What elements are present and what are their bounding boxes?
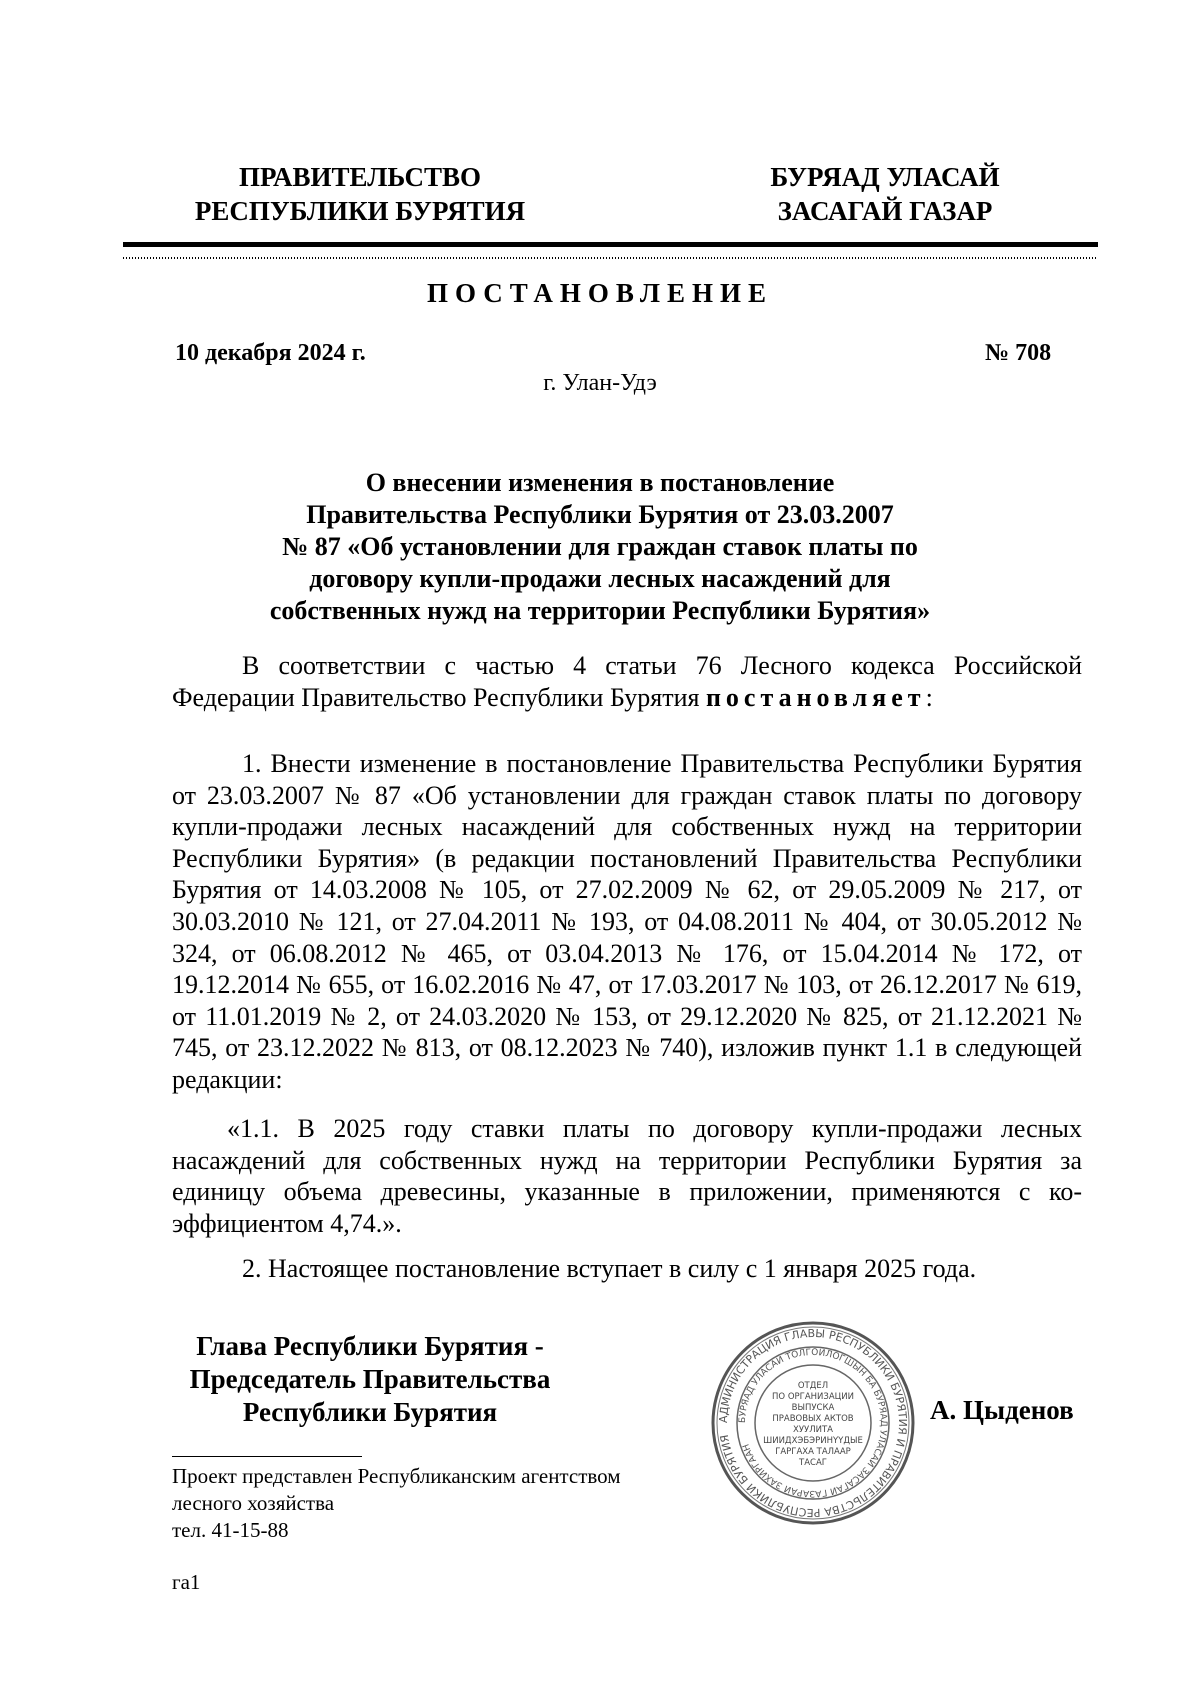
- footnote: [172, 1463, 621, 1544]
- title-line: собственных нужд на территории Республики Бурятия»: [269, 596, 931, 625]
- seal-center-line: ШИИДХЭБЭРИНҮҮДЫЕ: [763, 1436, 863, 1446]
- seal-center-line: ПРАВОВЫХ АКТОВ: [772, 1414, 854, 1424]
- footnote-line3: тел. 41-15-88: [172, 1518, 289, 1542]
- signatory-title-line2: Председатель Правительства: [189, 1364, 551, 1394]
- seal-center-line: ХУУЛИТА: [793, 1425, 833, 1435]
- seal-center-line: ВЫПУСКА: [791, 1403, 835, 1413]
- header-left: [160, 160, 560, 228]
- header-divider-thin: [123, 257, 1098, 259]
- header-left-line1: ПРАВИТЕЛЬСТВО: [238, 162, 482, 192]
- document-date: 10 декабря 2024 г.: [175, 340, 366, 366]
- signatory-name: А. Цыденов: [930, 1395, 1074, 1425]
- seal-center-line: ГАРГАХА ТАЛААР: [775, 1447, 851, 1457]
- footnote-line1: Проект представлен Республиканским агентством: [172, 1464, 621, 1488]
- header-right-line1: БУРЯАД УЛАСАЙ: [770, 162, 1000, 192]
- seal-inner-text: БУРЯАД УЛАСАЙ ТОЛГОЙЛОГШЫН БА БУРЯАД УЛАСАЙ ЗАСАГАЙ ГАЗАРАЙ ЗАХИРГААН: [737, 1347, 889, 1499]
- preamble-end: :: [925, 682, 933, 712]
- document-title: [210, 467, 990, 627]
- title-line: Правительства Республики Бурятия от 23.03.2007: [306, 500, 894, 529]
- document-code: га1: [172, 1570, 201, 1594]
- document-city: г. Улан-Удэ: [543, 370, 657, 396]
- seal-center-line: ТАСАГ: [799, 1458, 827, 1468]
- seal-outer-text: АДМИНИСТРАЦИЯ ГЛАВЫ РЕСПУБЛИКИ БУРЯТИЯ И ПРАВИТЕЛЬСТВА РЕСПУБЛИКИ БУРЯТИЯ: [716, 1326, 910, 1520]
- document-number: № 708: [985, 340, 1052, 366]
- header-divider-thick: [123, 242, 1098, 247]
- header-right-line2: ЗАСАГАЙ ГАЗАР: [777, 196, 993, 226]
- signatory-title-line1: Глава Республики Бурятия -: [196, 1331, 544, 1361]
- item-1-1-paragraph: «1.1. В 2025 году ставки платы по договору купли-продажи лесных насаждений для собственных нужд на территории Республики Бурятия за единицу объема древесины, указанные в приложении, применяются с коэффициентом 4,74.».: [172, 1114, 1082, 1238]
- signatory-title: [160, 1330, 580, 1429]
- preamble-emphasis: постановляет: [705, 682, 926, 712]
- item-2-paragraph: 2. Настоящее постановление вступает в силу с 1 января 2025 года.: [242, 1254, 977, 1283]
- seal-center-line: ОТДЕЛ: [797, 1381, 829, 1391]
- preamble-text: В соответствии с частью 4 статьи 76 Лесного кодекса Российской Федерации Правительство Республики Бурятия: [172, 651, 1082, 712]
- official-seal-icon: [708, 1318, 918, 1528]
- signatory-title-line3: Республики Бурятия: [242, 1397, 498, 1427]
- header-right: [700, 160, 1070, 228]
- title-line: договору купли-продажи лесных насаждений для: [309, 564, 891, 593]
- seal-center-line: ПО ОРГАНИЗАЦИИ: [772, 1392, 854, 1402]
- item-1-paragraph: 1. Внести изменение в постановление Правительства Республики Бурятия от 23.03.2007 № 87 «Об установлении для граждан ставок платы по договору купли-продажи лесных насаждений для собственных нужд на территории Республики Бурятия» (в редакции постановлений Правительства Республики Бурятия от 14.03.2008 № 105, от 27.02.2009 № 62, от 29.05.2009 № 217, от 30.03.2010 № 121, от 27.04.2011 № 193, от 04.08.2011 № 404, от 30.05.2012 № 324, от 06.08.2012 № 465, от 03.04.2013 № 176, от 15.04.2014 № 172, от 19.12.2014 № 655, от 16.02.2016 № 47, от 17.03.2017 № 103, от 26.12.2017 № 619, от 11.01.2019 № 2, от 24.03.2020 № 153, от 29.12.2020 № 825, от 21.12.2021 № 745, от 23.12.2022 № 813, от 08.12.2023 № 740), изложив пункт 1.1 в следующей редакции:: [172, 749, 1082, 1094]
- footnote-line2: лесного хозяйства: [172, 1491, 335, 1515]
- footnote-divider: [172, 1456, 362, 1457]
- title-line: № 87 «Об установлении для граждан ставок платы по: [282, 532, 918, 561]
- document-type: ПОСТАНОВЛЕНИЕ: [426, 278, 774, 308]
- preamble-paragraph: [172, 650, 1082, 713]
- header-left-line2: РЕСПУБЛИКИ БУРЯТИЯ: [194, 196, 526, 226]
- title-line: О внесении изменения в постановление: [365, 468, 835, 497]
